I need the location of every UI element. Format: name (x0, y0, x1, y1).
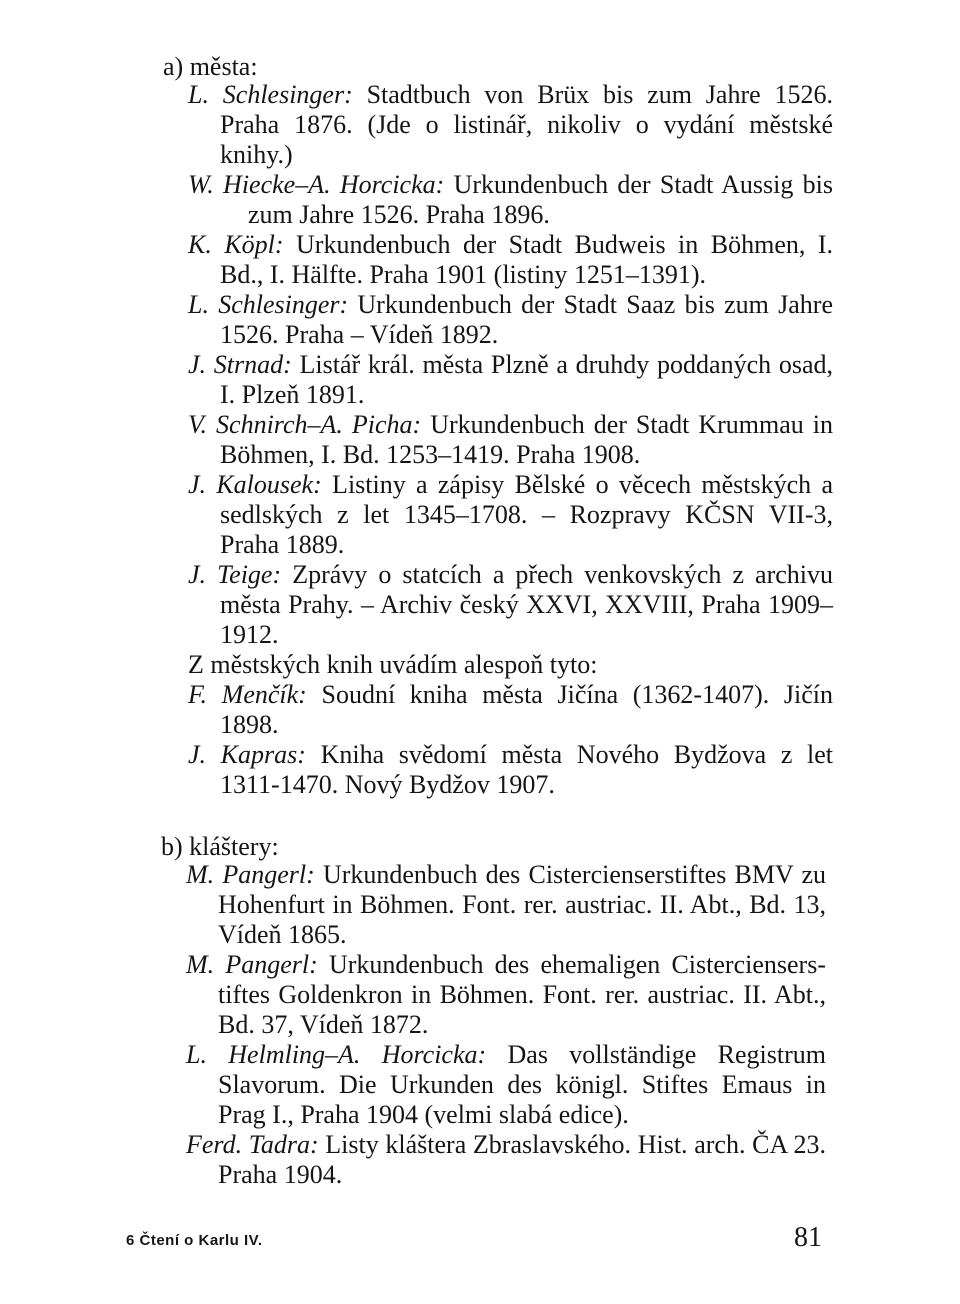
entry-author: J. Strnad: (188, 350, 292, 379)
entry-author: M. Pangerl: (186, 860, 315, 889)
entry-text: Das vollständige Registrum Slavorum. Die Urkunden des königl. Stiftes Emaus in Prag I., Praha 1904 (velmi slabá edice). (218, 1040, 827, 1129)
entry-author: Ferd. Tadra: (186, 1130, 319, 1159)
entry-text: Urkundenbuch der Stadt Aussig bis zum Jahre 1526. Praha 1896. (248, 170, 834, 229)
entry-text: Zprávy o statcích a přech venkovských z archivu města Prahy. – Archiv český XXVI, XXVIII, Praha 1909–1912. (220, 560, 834, 649)
entry-author: J. Kapras: (188, 740, 306, 769)
bibliography-entry (186, 1130, 826, 1190)
bibliography-entry (186, 950, 826, 1040)
entry-text: Listář král. města Plzně a druhdy poddaných osad, I. Plzeň 1891. (220, 350, 833, 409)
entry-author: L. Schlesinger: (188, 80, 353, 109)
bibliography-entry (188, 560, 833, 650)
entry-author: F. Menčík: (188, 680, 307, 709)
bibliography-entry (188, 170, 833, 230)
entry-author: L. Helmling–A. Horcicka: (186, 1040, 487, 1069)
entry-author: K. Köpl: (188, 230, 284, 259)
page-number: 81 (794, 1222, 822, 1253)
entry-text: Soudní kniha města Jičína (1362-1407). Jičín 1898. (220, 680, 833, 739)
entry-text: Urkundenbuch des ehemaligen Cistercienserstiftes Goldenkron in Böhmen. Font. rer. austriac. II. Abt., Bd. 37, Vídeň 1872. (218, 950, 826, 1039)
bibliography-entry (186, 1040, 826, 1130)
section-heading-monasteries: b) kláštery: (161, 832, 279, 861)
entry-author: V. Schnirch–A. Picha: (188, 410, 422, 439)
bibliography-entry (188, 80, 833, 170)
entry-text: Z městských knih uvádím alespoň tyto: (188, 650, 598, 679)
bibliography-entry (188, 230, 833, 290)
entry-text: Stadtbuch von Brüx bis zum Jahre 1526. Praha 1876. (Jde o listinář, nikoliv o vydání městské knihy.) (220, 80, 833, 169)
entry-text: Urkundenbuch der Stadt Krummau in Böhmen, I. Bd. 1253–1419. Praha 1908. (220, 410, 833, 469)
entry-text: Urkundenbuch der Stadt Saaz bis zum Jahre 1526. Praha – Vídeň 1892. (220, 290, 833, 349)
bibliography-entry (188, 470, 833, 560)
bibliography-list-monasteries (186, 860, 826, 1190)
entry-author: W. Hiecke–A. Horcicka: (188, 170, 445, 199)
bibliography-list-towns (188, 80, 833, 800)
entry-author: J. Kalousek: (188, 470, 322, 499)
bibliography-entry (188, 410, 833, 470)
printer-signature: 6 Čtení o Karlu IV. (126, 1232, 263, 1249)
entry-text: Listy kláštera Zbraslavského. Hist. arch. ČA 23. Praha 1904. (218, 1130, 826, 1189)
bibliography-entry (188, 740, 833, 800)
entry-author: M. Pangerl: (186, 950, 318, 979)
entry-text: Urkundenbuch der Stadt Budweis in Böhmen, I. Bd., I. Hälfte. Praha 1901 (listiny 1251–1391). (220, 230, 833, 289)
entry-author: L. Schlesinger: (188, 290, 349, 319)
entry-text: Kniha svědomí města Nového Bydžova z let 1311-1470. Nový Bydžov 1907. (220, 740, 833, 799)
entry-text: Listiny a zápisy Bělské o věcech městských a sedlských z let 1345–1708. – Rozpravy KČSN VII-3, Praha 1889. (220, 470, 833, 559)
bibliography-entry (188, 290, 833, 350)
bibliography-entry (188, 680, 833, 740)
bibliography-entry (186, 860, 826, 950)
section-heading-towns: a) města: (163, 52, 258, 81)
bibliography-entry (188, 350, 833, 410)
subsection-note (188, 650, 833, 680)
entry-author: J. Teige: (188, 560, 282, 589)
entry-text: Urkundenbuch des Cistercienserstiftes BMV zu Hohenfurt in Böhmen. Font. rer. austriac. II. Abt., Bd. 13, Vídeň 1865. (218, 860, 826, 949)
